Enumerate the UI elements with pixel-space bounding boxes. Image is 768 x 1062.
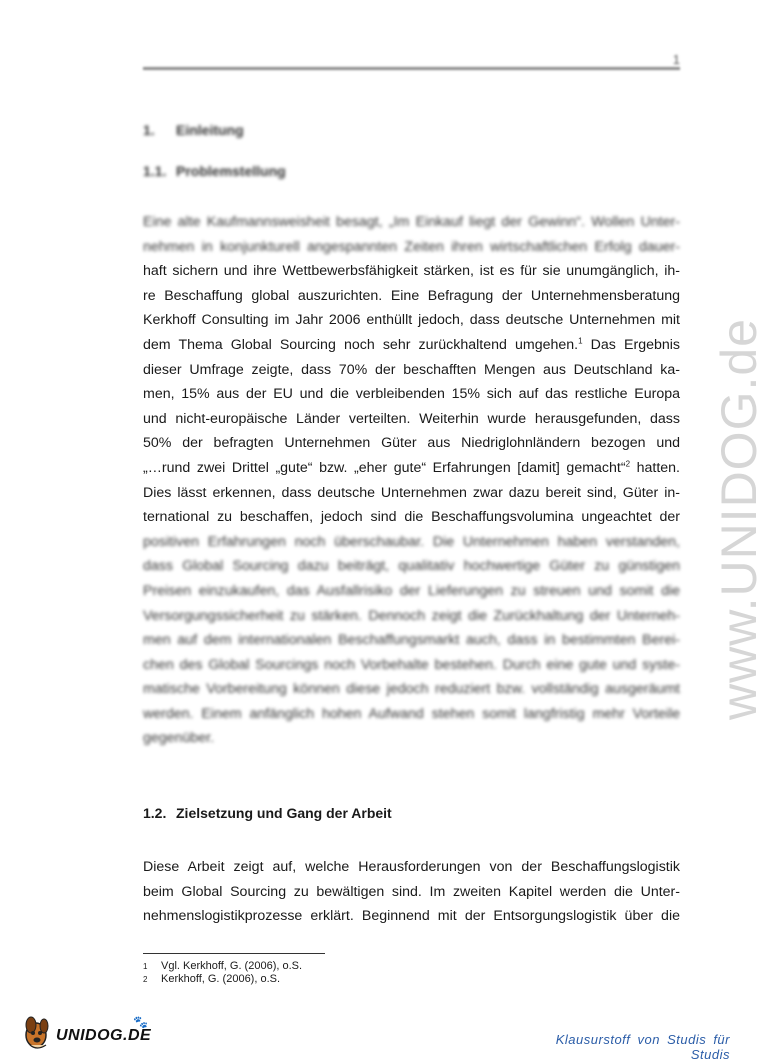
text-line: Dies lässt erkennen, dass deutsche Unternehmen zwar dazu bereit sind, Güter in-: [143, 484, 680, 501]
paw-icon: 🐾: [133, 1015, 148, 1029]
heading-title: Zielsetzung und Gang der Arbeit: [176, 805, 392, 821]
footnote-separator: [143, 953, 325, 954]
heading-number: 1.: [143, 122, 155, 138]
footnote-ref-2[interactable]: 2: [625, 459, 631, 469]
paragraph-problemstellung: [143, 210, 680, 751]
text-line: werden. Einem anfänglich hohen Aufwand stehen somit langfristig mehr Vorteile: [143, 705, 680, 722]
text-segment: hatten.: [630, 459, 680, 476]
text-line: Kerkhoff Consulting im Jahr 2006 enthüllt jedoch, dass deutsche Unternehmen mit: [143, 312, 680, 329]
heading-title: Einleitung: [176, 122, 244, 138]
heading-number: 1.2.: [143, 805, 167, 821]
heading-chapter-1: [143, 122, 244, 138]
footer-tagline: Klausurstoff von Studis für Studis: [555, 1032, 730, 1062]
text-line: haft sichern und ihre Wettbewerbsfähigkeit stärken, ist es für sie unumgänglich, ih-: [143, 263, 680, 280]
text-line: 50% der befragten Unternehmen Güter aus Niedriglohnländern bezogen und: [143, 435, 680, 452]
header-rule: [143, 67, 680, 70]
text-line: dass Global Sourcing dazu beiträgt, qualitativ hochwertige Güter zu günstigen: [143, 558, 680, 575]
text-line: men, 15% aus der EU und die verbleibenden 15% sich auf das restliche Europa: [143, 386, 680, 403]
footnote-text: Kerkhoff, G. (2006), o.S.: [161, 973, 281, 985]
text-line: [143, 333, 680, 358]
text-line: Preisen einzukaufen, das Ausfallrisiko der Lieferungen zu streuen und somit die: [143, 582, 680, 599]
heading-title: Problemstellung: [176, 163, 286, 179]
text-line: re Beschaffung global auszurichten. Eine Befragung der Unternehmensberatung: [143, 287, 680, 304]
text-line: beim Global Sourcing zu bewältigen sind. Im zweiten Kapitel werden die Unter-: [143, 883, 680, 900]
footnote-text: Vgl. Kerkhoff, G. (2006), o.S.: [161, 960, 303, 972]
text-line: Eine alte Kaufmannsweisheit besagt, „Im Einkauf liegt der Gewinn“. Wollen Unter-: [143, 214, 680, 230]
paragraph-zielsetzung: [143, 855, 680, 929]
heading-section-1-1: [143, 163, 286, 179]
text-line: Versorgungssicherheit zu stärken. Dennoch zeigt die Zurückhaltung der Unterneh-: [143, 607, 680, 624]
text-segment: „…rund zwei Drittel „gute“ bzw. „eher gute“ Erfahrungen [damit] gemacht“: [143, 459, 626, 476]
text-line: chen des Global Sourcings noch Vorbehalte bestehen. Durch eine gute und syste-: [143, 656, 680, 673]
text-line: men auf dem internationalen Beschaffungsmarkt auch, dass in bestimmten Berei-: [143, 632, 680, 649]
text-line: ternational zu beschaffen, jedoch sind die Beschaffungsvolumina ungeachtet der: [143, 509, 680, 526]
text-line: nehmenslogistikprozesse erklärt. Beginnend mit der Entsorgungslogistik über die: [143, 908, 680, 925]
text-line: nehmen in konjunkturell angespannten Zeiten ihren wirtschaftlichen Erfolg dauer-: [143, 238, 680, 255]
logo-text[interactable]: UNIDOG.DE: [56, 1027, 152, 1044]
footnote-item: [143, 973, 543, 986]
page-number: 1: [672, 52, 680, 67]
footnote-number: 1: [143, 962, 148, 971]
heading-number: 1.1.: [143, 163, 167, 179]
footnote-number: 2: [143, 975, 148, 984]
text-line: matische Vorbereitung können diese jedoch reduziert bzw. vollständig ausgeräumt: [143, 681, 680, 698]
text-line: [143, 456, 680, 481]
footnote-ref-1[interactable]: 1: [578, 336, 583, 346]
footnote-item: [143, 960, 543, 973]
footnotes: [143, 960, 543, 986]
text-line: dieser Umfrage zeigte, dass 70% der beschafften Mengen aus Deutschland ka-: [143, 361, 680, 378]
text-segment: Das Ergebnis: [582, 336, 680, 353]
watermark-text: www.UNIDOG.de: [711, 318, 767, 720]
text-line: und nicht-europäische Länder verteilten. Weiterhin wurde herausgefunden, dass: [143, 410, 680, 427]
text-line: Diese Arbeit zeigt auf, welche Herausforderungen von der Beschaffungslogistik: [143, 859, 680, 875]
text-line: positiven Erfahrungen noch überschaubar. Die Unternehmen haben verstanden,: [143, 533, 680, 550]
text-segment: dem Thema Global Sourcing noch sehr zurückhaltend umgehen.: [143, 336, 579, 353]
text-line: gegenüber.: [143, 730, 215, 747]
heading-section-1-2: [143, 805, 392, 821]
